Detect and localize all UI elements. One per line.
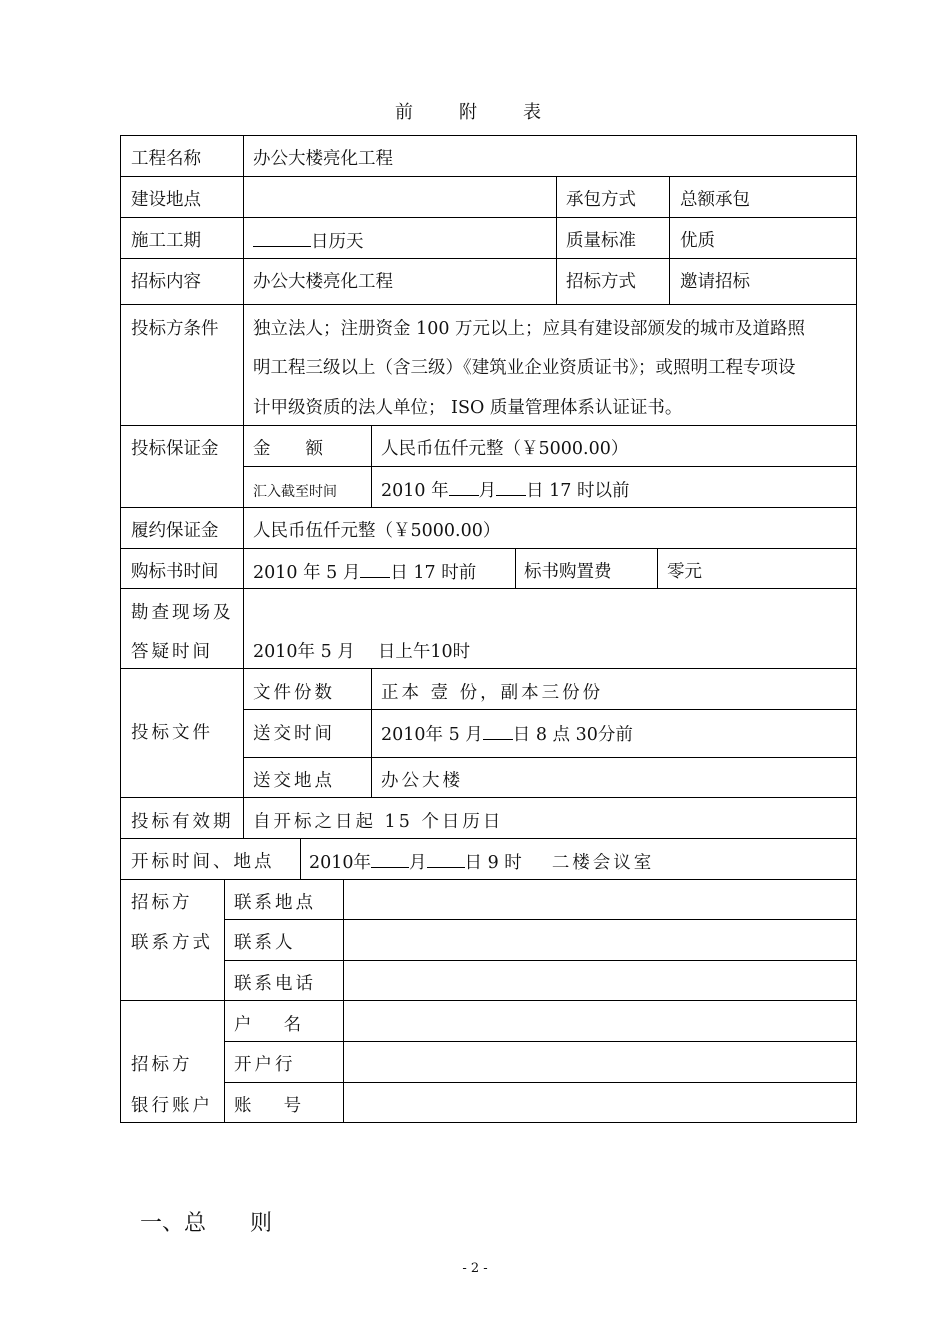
site-visit-label: 答疑时间 (131, 642, 213, 662)
account-number-label: 账 号 (234, 1096, 305, 1116)
purchase-time-value: 2010 年 5 月 日 17 时前 (253, 563, 477, 583)
opening-value: 2010年 月 日 9 时 二楼会议室 (309, 853, 655, 873)
project-name-label: 工程名称 (131, 149, 201, 169)
bid-bond-deadline-value: 2010 年 月 日 17 时以前 (381, 481, 630, 501)
contact-label: 招标方 (131, 893, 193, 913)
validity-value: 自开标之日起 15 个日历日 (253, 812, 504, 832)
contact-address-label: 联系地点 (234, 893, 316, 913)
contact-label: 联系方式 (131, 933, 213, 953)
site-visit-value: 2010年 5 月 日上午10时 (253, 642, 471, 662)
scope-value: 办公大楼亮化工程 (253, 272, 393, 292)
bidder-conditions-line: 计甲级资质的法人单位； ISO 质量管理体系认证证书。 (253, 398, 683, 418)
project-name-value: 办公大楼亮化工程 (253, 149, 393, 169)
account-name-label: 户 名 (234, 1015, 305, 1035)
bid-bond-deadline-label: 汇入截至时间 (253, 484, 337, 500)
section-heading: 一、总 则 (140, 1211, 273, 1236)
submit-time-label: 送交时间 (253, 724, 335, 744)
contact-person-label: 联系人 (234, 933, 296, 953)
submit-time-value: 2010年 5 月 日 8 点 30分前 (381, 725, 633, 745)
bank-label: 银行账户 (131, 1096, 213, 1116)
quality-value: 优质 (680, 231, 715, 251)
scope-label: 招标内容 (131, 272, 201, 292)
document-fee-value: 零元 (667, 562, 702, 582)
bidder-conditions-label: 投标方条件 (131, 319, 219, 339)
copies-value: 正本 壹 份，副本三份份 (381, 683, 604, 703)
bid-method-value: 邀请招标 (680, 272, 750, 292)
site-visit-label: 勘查现场及 (131, 603, 234, 623)
validity-label: 投标有效期 (131, 812, 234, 832)
performance-bond-value: 人民币伍仟元整（￥5000.00） (253, 521, 501, 541)
contact-phone-label: 联系电话 (234, 974, 316, 994)
bank-name-label: 开户行 (234, 1055, 296, 1075)
page-title: 前 附 表 (395, 102, 555, 123)
opening-label: 开标时间、地点 (131, 852, 275, 872)
bid-bond-amount-label: 金 额 (253, 439, 323, 459)
page-number: - 2 - (462, 1261, 488, 1276)
period-label: 施工工期 (131, 231, 201, 251)
bid-bond-label: 投标保证金 (131, 439, 219, 459)
bid-method-label: 招标方式 (566, 272, 636, 292)
location-label: 建设地点 (131, 190, 201, 210)
quality-label: 质量标准 (566, 231, 636, 251)
performance-bond-label: 履约保证金 (131, 521, 219, 541)
submit-place-label: 送交地点 (253, 771, 335, 791)
document-fee-label: 标书购置费 (524, 562, 612, 582)
bidder-conditions-line: 独立法人；注册资金 100 万元以上；应具有建设部颁发的城市及道路照 (253, 319, 806, 339)
bidder-conditions-line: 明工程三级以上（含三级）《建筑业企业资质证书》；或照明工程专项设 (253, 358, 796, 378)
contract-type-label: 承包方式 (566, 190, 636, 210)
bid-docs-label: 投标文件 (131, 723, 213, 743)
bid-bond-amount-value: 人民币伍仟元整（￥5000.00） (381, 439, 629, 459)
purchase-time-label: 购标书时间 (131, 562, 219, 582)
bank-label: 招标方 (131, 1055, 193, 1075)
period-value: 日历天 (253, 231, 364, 252)
submit-place-value: 办公大楼 (381, 771, 463, 791)
contract-type-value: 总额承包 (680, 190, 750, 210)
copies-label: 文件份数 (253, 683, 335, 703)
